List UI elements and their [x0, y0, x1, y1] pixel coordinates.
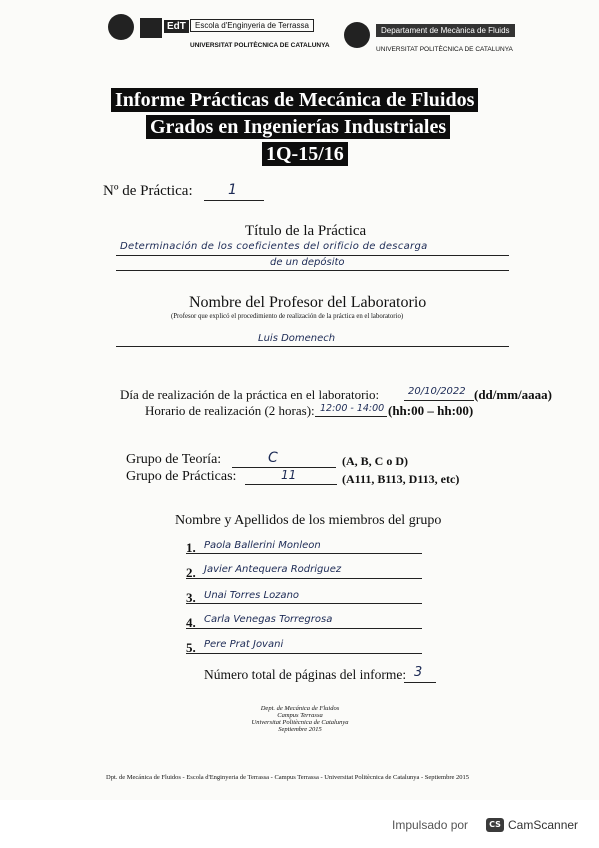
member-4-num: 4. — [186, 615, 196, 630]
members-heading: Nombre y Apellidos de los miembros del grupo — [175, 513, 442, 528]
member-2-num: 2. — [186, 565, 196, 580]
right-header-logo-group — [344, 16, 534, 60]
member-2-line — [186, 578, 422, 579]
member-4-line — [186, 628, 422, 629]
date-value: 20/10/2022 — [408, 386, 466, 397]
member-4-name: Carla Venegas Torregrosa — [204, 614, 333, 625]
member-3-name: Unai Torres Lozano — [204, 590, 300, 601]
practice-title-label: Título de la Práctica — [245, 223, 367, 239]
left-header-logo-group — [108, 12, 338, 56]
school-name-box — [190, 19, 314, 32]
left-university: UNIVERSITAT POLITÈCNICA DE CATALUNYA — [190, 42, 330, 49]
camscanner-brand: CamScanner — [508, 818, 579, 832]
practice-title-value-1: Determinación de los coeficientes del orificio de descarga — [120, 241, 428, 252]
practice-group-line — [245, 484, 337, 485]
date-label: Día de realización de la práctica en el laboratorio: — [120, 387, 380, 402]
date-line — [404, 400, 474, 401]
time-format: (hh:00 – hh:00) — [388, 403, 474, 418]
school-name: Escola d'Enginyeria de Terrassa — [195, 21, 309, 30]
practice-group-options: (A111, B113, D113, etc) — [342, 472, 460, 486]
theory-group-value: C — [268, 450, 278, 466]
theory-group-options: (A, B, C o D) — [342, 454, 408, 468]
member-5-line — [186, 653, 422, 654]
practice-number-value: 1 — [228, 182, 237, 198]
pages-value: 3 — [414, 665, 423, 680]
member-2-name: Javier Antequera Rodriguez — [204, 564, 342, 575]
date-format: (dd/mm/aaaa) — [474, 387, 552, 402]
pages-label: Número total de páginas del informe: — [204, 667, 407, 682]
professor-label: Nombre del Profesor del Laboratorio — [189, 294, 427, 311]
time-value: 12:00 - 14:00 — [320, 403, 385, 414]
professor-line — [116, 346, 509, 347]
pages-line — [404, 682, 436, 683]
stamp-line-4: Septiembre 2015 — [278, 726, 322, 733]
stamp-line-3: Universitat Politècnica de Catalunya — [251, 719, 349, 726]
member-1-num: 1. — [186, 540, 196, 555]
title-line-2: Grados en Ingenierías Industriales — [146, 115, 450, 139]
practice-number-label: Nº de Práctica: — [103, 183, 193, 199]
member-1-name: Paola Ballerini Monleon — [204, 540, 321, 551]
camscanner-logo-icon: CS — [486, 818, 504, 832]
scanner-watermark-bar — [0, 800, 599, 848]
practice-group-label: Grupo de Prácticas: — [126, 469, 237, 484]
upc-logo-left-icon — [108, 14, 134, 40]
stamp-line-2: Campus Terrassa — [277, 712, 323, 719]
practice-title-line-2 — [116, 270, 509, 271]
professor-value: Luis Domenech — [258, 333, 336, 344]
powered-by-label: Impulsado por — [392, 818, 469, 832]
title-line-3: 1Q-15/16 — [262, 142, 348, 166]
page-footer: Dpt. de Mecánica de Fluidos - Escola d'Enginyeria de Terrassa - Campus Terrassa - Universitat Politècnica de Catalunya - Septiembre 2015 — [106, 774, 470, 781]
practice-number-line — [204, 200, 264, 201]
time-line — [315, 416, 387, 417]
member-1-line — [186, 553, 422, 554]
professor-note: (Profesor que explicó el procedimiento de realización de la práctica en el laboratorio) — [171, 313, 404, 320]
member-5-num: 5. — [186, 640, 196, 655]
member-5-name: Pere Prat Jovani — [204, 639, 284, 650]
time-label: Horario de realización (2 horas): — [145, 403, 315, 418]
member-3-line — [186, 603, 422, 604]
practice-title-value-2: de un depósito — [270, 257, 345, 268]
edt-logo-icon — [140, 18, 162, 38]
department-box — [376, 24, 515, 37]
title-line-1: Informe Prácticas de Mecánica de Fluidos — [111, 88, 478, 112]
department-stamp — [250, 705, 350, 733]
edt-abbrev: EdT — [164, 20, 189, 33]
upc-logo-right-icon — [344, 22, 370, 48]
practice-title-line-1 — [116, 255, 509, 256]
theory-group-label: Grupo de Teoría: — [126, 452, 222, 467]
stamp-line-1: Dept. de Mecánica de Fluidos — [260, 705, 340, 712]
member-3-num: 3. — [186, 590, 196, 605]
practice-group-value: 11 — [281, 468, 297, 482]
right-university: UNIVERSITAT POLITÈCNICA DE CATALUNYA — [376, 46, 513, 53]
department-name: Departament de Mecànica de Fluids — [381, 26, 510, 35]
